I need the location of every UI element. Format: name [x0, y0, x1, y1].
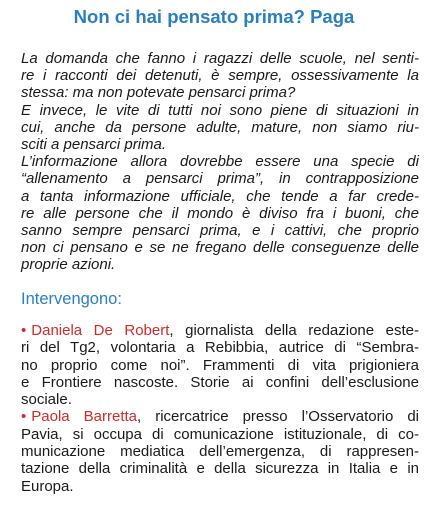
intro-line: re i racconti dei detenuti, è sempre, ossessivamente la — [21, 67, 419, 85]
speaker-entry — [21, 408, 419, 494]
speaker-line: ri del Tg2, volontaria a Rebibbia, autrice di “Sembra- — [21, 339, 419, 357]
speaker-first-line — [21, 322, 419, 339]
speaker-entry — [21, 322, 419, 408]
speakers-heading: Intervengono: — [21, 290, 122, 308]
intro-line: a tanta informazione ufficiale, che tende a far crede- — [21, 187, 419, 205]
intro-line: cui, anche da persone adulte, mature, non siamo riu- — [21, 118, 419, 136]
speaker-line: Europa. — [21, 477, 74, 495]
speaker-line: Pavia, si occupa di comunicazione istituzionale, di co- — [21, 425, 419, 443]
bullet-icon: • — [21, 322, 27, 339]
intro-line: La domanda che fanno i ragazzi delle scuole, nel senti- — [21, 50, 419, 67]
intro-line: sciti a pensarci prima. — [21, 135, 167, 153]
speaker-name: Daniela De Robert — [31, 322, 170, 339]
page-title: Non ci hai pensato prima? Paga — [73, 6, 355, 27]
intro-paragraph — [21, 50, 419, 273]
intro-line: non ci pensano e se ne fregano delle conseguenze delle — [21, 239, 419, 257]
speaker-line: no proprio come noi”. Frammenti di vita prigioniera — [21, 356, 419, 374]
speaker-line: tazione della criminalità e della sicurezza in Italia e in — [21, 460, 419, 478]
intro-line: proprie azioni. — [21, 256, 116, 274]
speaker-description: , giornalista della redazione este- — [169, 322, 419, 339]
speaker-name: Paola Barretta — [31, 408, 138, 426]
intro-line: stessa: ma non potevate pensarci prima? — [21, 84, 296, 102]
bullet-icon: • — [21, 408, 27, 426]
intro-line: re alle persone che il mondo è diviso fra i buoni, che — [21, 204, 419, 222]
speakers-list — [21, 322, 419, 495]
speaker-line: sociale. — [21, 391, 72, 409]
intro-line: sanno sempre pensarci prima, e i cattivi, che proprio — [21, 221, 419, 239]
intro-line: E invece, le vite di tutti noi sono piene di situazioni in — [21, 101, 419, 119]
speaker-line: e Frontiere nascoste. Storie ai confini dell’esclusione — [21, 373, 419, 391]
speaker-line: municazione mediatica dell’emergenza, di rappresen- — [21, 443, 419, 461]
speaker-description: , ricercatrice presso l’Osservatorio di — [137, 408, 419, 426]
speaker-first-line — [21, 408, 419, 425]
intro-line: L’informazione allora dovrebbe essere una specie di — [21, 153, 419, 171]
intro-line: “allenamento a pensarci prima”, in contrapposizione — [21, 170, 419, 188]
